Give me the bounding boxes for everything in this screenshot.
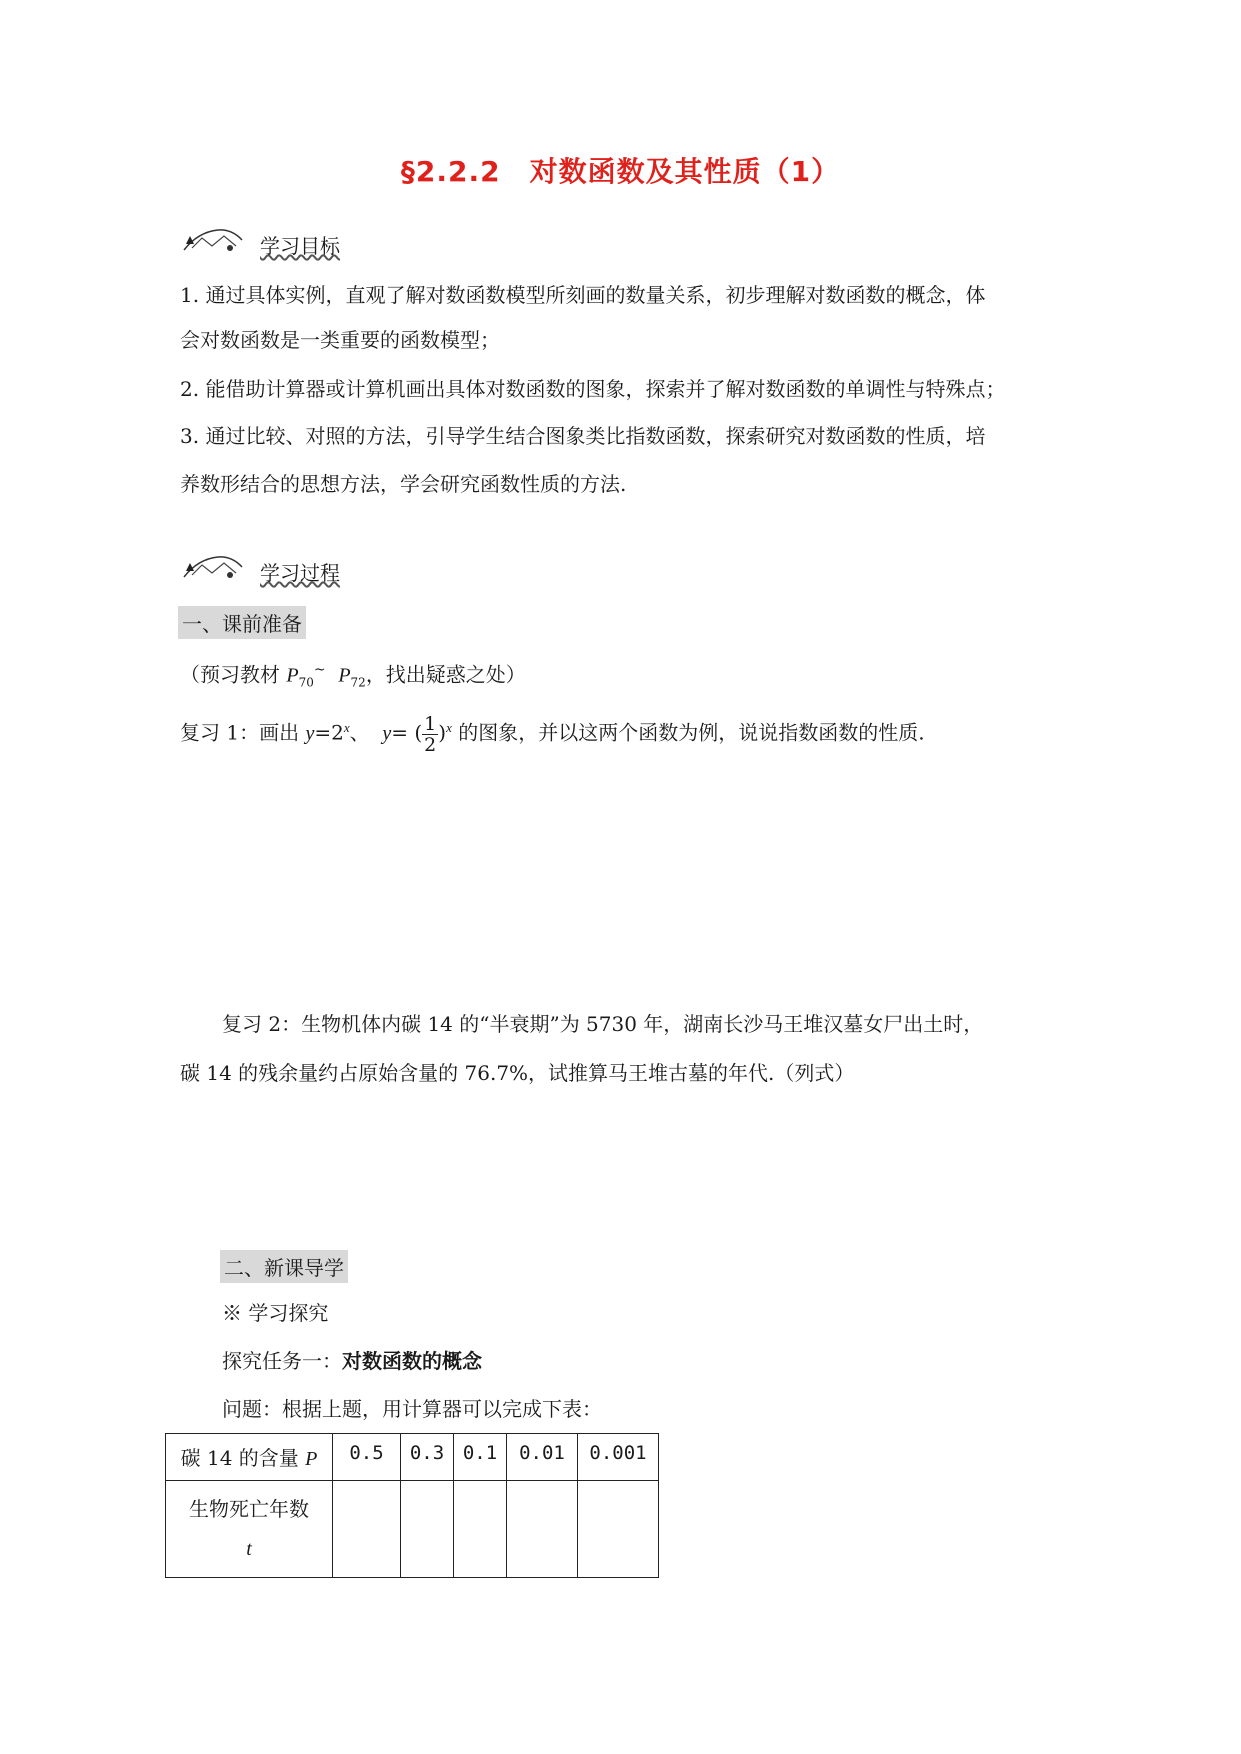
preview-tilde: ~ [313,662,326,678]
goal-line-1: 1. 通过具体实例，直观了解对数函数模型所刻画的数量关系，初步理解对数函数的概念，体 [180,283,986,307]
table-cell: 0.5 [333,1434,401,1481]
section-header-goals [178,222,378,262]
row2-label: 生物死亡年数 [189,1497,309,1521]
review1-line: 复习 1：画出 $y=2^x$、 y= ( $\frac{1}{2}$ )$^x$ 的图象，并以这两个函数为例，说说指数函数的性质. [180,712,925,756]
table-cell-empty [507,1481,578,1578]
table-cell-empty [401,1481,454,1578]
goal-line-3: 2. 能借助计算器或计算机画出具体对数函数的图象，探索并了解对数函数的单调性与特殊点； [180,377,1006,401]
table-cell-empty [454,1481,507,1578]
part2-heading: 二、新课导学 [220,1250,348,1283]
table-row [166,1434,659,1481]
section-header-process [178,549,378,589]
section-label-process: 学习过程 [260,561,340,585]
review1-suffix: 的图象，并以这两个函数为例，说说指数函数的性质. [458,720,925,745]
review1-x2: x [446,720,452,735]
explore-label: ※ 学习探究 [222,1301,329,1325]
table-cell: 0.01 [507,1434,578,1481]
fraction-one-half [422,714,438,755]
review1-sep: 、 [349,720,376,745]
review1-prefix: 复习 1：画出 [180,720,306,745]
preview-p1: P [286,664,299,687]
table-cell: 0.001 [578,1434,659,1481]
fraction-numerator: 1 [424,712,437,735]
row2-var: t [246,1538,252,1560]
goal-line-4: 3. 通过比较、对照的方法，引导学生结合图象类比指数函数，探索研究对数函数的性质，培 [180,424,986,448]
table-cell: 0.3 [401,1434,454,1481]
question-line: 问题：根据上题，用计算器可以完成下表： [222,1397,602,1421]
review1-y1: y [305,722,315,745]
table-cell-empty [333,1481,401,1578]
review1-eq2: = [391,720,408,745]
task-title: 对数函数的概念 [342,1349,482,1373]
goal-line-5: 养数形结合的思想方法，学会研究函数性质的方法. [180,472,627,496]
part1-heading: 一、课前准备 [178,606,306,639]
review2-line-1: 复习 2：生物机体内碳 14 的“半衰期”为 5730 年，湖南长沙马王堆汉墓女尸出土时， [222,1012,984,1036]
table-row-label [166,1434,333,1481]
goal-line-2: 会对数函数是一类重要的函数模型； [180,328,500,352]
preview-p2: P [338,664,351,687]
calculation-table [165,1433,659,1578]
fraction-denominator: 2 [424,733,437,756]
preview-open: （预习教材 [180,662,287,687]
preview-p1-sub: 70 [298,675,314,690]
review2-line-2: 碳 14 的残余量约占原始含量的 76.7%，试推算马王堆古墓的年代.（列式） [180,1061,855,1085]
table-cell-empty [578,1481,659,1578]
preview-p2-sub: 72 [350,675,366,690]
row1-var: P [305,1448,318,1470]
page-title: §2.2.2 对数函数及其性质（1） [400,155,841,188]
review1-eq1: =2 [314,720,344,745]
task-prefix: 探究任务一： [222,1349,342,1373]
preview-close: ，找出疑惑之处） [365,662,526,687]
task-line [222,1348,482,1374]
section-label-goals: 学习目标 [260,234,340,258]
row1-label: 碳 14 的含量 [180,1446,306,1470]
table-cell: 0.1 [454,1434,507,1481]
review1-x1: x [343,720,350,735]
table-row [166,1481,659,1578]
section-ornament-icon [178,549,246,583]
preview-line [180,657,526,696]
review1-y2: y [382,722,392,745]
section-ornament-icon [178,222,246,256]
table-row-label [166,1481,333,1578]
